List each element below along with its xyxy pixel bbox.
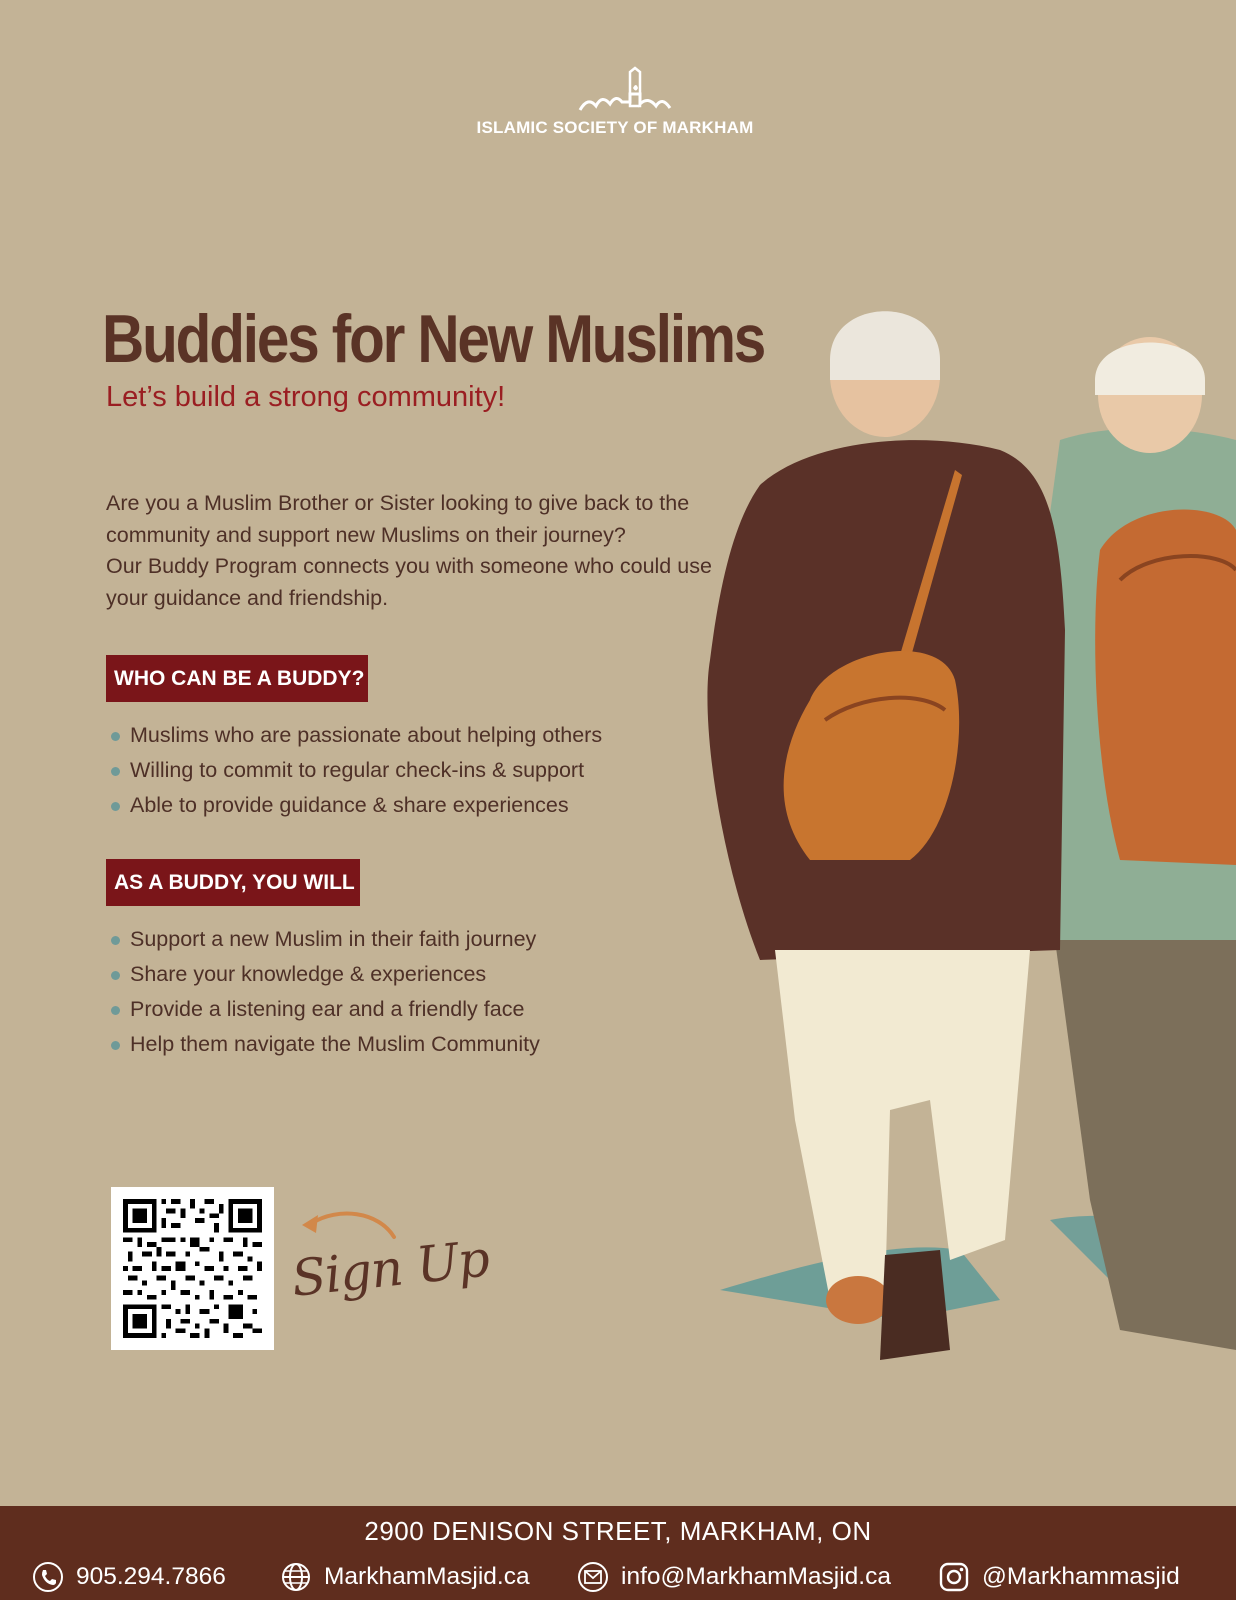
bullet-icon [111, 1041, 120, 1050]
list-item-text: Willing to commit to regular check-ins & support [130, 758, 585, 782]
footer-address: 2900 DENISON STREET, MARKHAM, ON [364, 1516, 872, 1546]
list-item [108, 718, 602, 753]
as-buddy-list [108, 922, 540, 1062]
bullet-icon [111, 1006, 120, 1015]
qr-code-icon [123, 1199, 262, 1338]
instagram-handle: @Markhammasjid [982, 1563, 1180, 1590]
list-item-text: Support a new Muslim in their faith journey [130, 927, 537, 951]
list-item [108, 1027, 540, 1062]
list-item [108, 922, 540, 957]
intro-paragraph-1: Are you a Muslim Brother or Sister looking to give back to the community and support new Muslims on their journey? [106, 491, 690, 547]
list-item-text: Able to provide guidance & share experiences [130, 793, 569, 817]
list-item [108, 992, 540, 1027]
footer-instagram[interactable] [938, 1560, 1180, 1594]
footer-bar [0, 1506, 1236, 1600]
bullet-icon [111, 936, 120, 945]
globe-icon [280, 1561, 312, 1593]
bullet-icon [111, 971, 120, 980]
list-item-text: Share your knowledge & experiences [130, 962, 487, 986]
page-title: Buddies for New Muslims [102, 301, 765, 377]
phone-icon [32, 1561, 64, 1593]
bullet-icon [111, 732, 120, 741]
list-item-text: Help them navigate the Muslim Community [130, 1032, 540, 1056]
who-can-list [108, 718, 602, 823]
phone-number: 905.294.7866 [76, 1563, 226, 1590]
intro-text [106, 488, 746, 614]
bullet-icon [111, 767, 120, 776]
list-item-text: Provide a listening ear and a friendly face [130, 997, 525, 1021]
signup-qr-code[interactable] [111, 1187, 274, 1350]
instagram-icon [938, 1561, 970, 1593]
website-link: MarkhamMasjid.ca [324, 1563, 530, 1590]
intro-paragraph-2: Our Buddy Program connects you with someone who could use your guidance and friendship. [106, 554, 712, 610]
bullet-icon [111, 802, 120, 811]
footer-phone[interactable] [32, 1560, 226, 1594]
two-men-walking-illustration [700, 300, 1236, 1410]
as-buddy-heading: AS A BUDDY, YOU WILL [106, 859, 360, 906]
list-item [108, 957, 540, 992]
who-can-heading: WHO CAN BE A BUDDY? [106, 655, 368, 702]
footer-website[interactable] [280, 1560, 530, 1594]
organization-name: ISLAMIC SOCIETY OF MARKHAM [476, 118, 754, 137]
mail-icon [577, 1561, 609, 1593]
email-link: info@MarkhamMasjid.ca [621, 1563, 891, 1590]
list-item [108, 788, 602, 823]
signup-label: Sign Up [288, 1229, 492, 1308]
organization-logo [450, 62, 780, 142]
footer-email[interactable] [577, 1560, 891, 1594]
mosque-logo-icon [505, 66, 725, 118]
page-subtitle: Let’s build a strong community! [106, 381, 506, 413]
list-item-text: Muslims who are passionate about helping others [130, 723, 603, 747]
list-item [108, 753, 602, 788]
